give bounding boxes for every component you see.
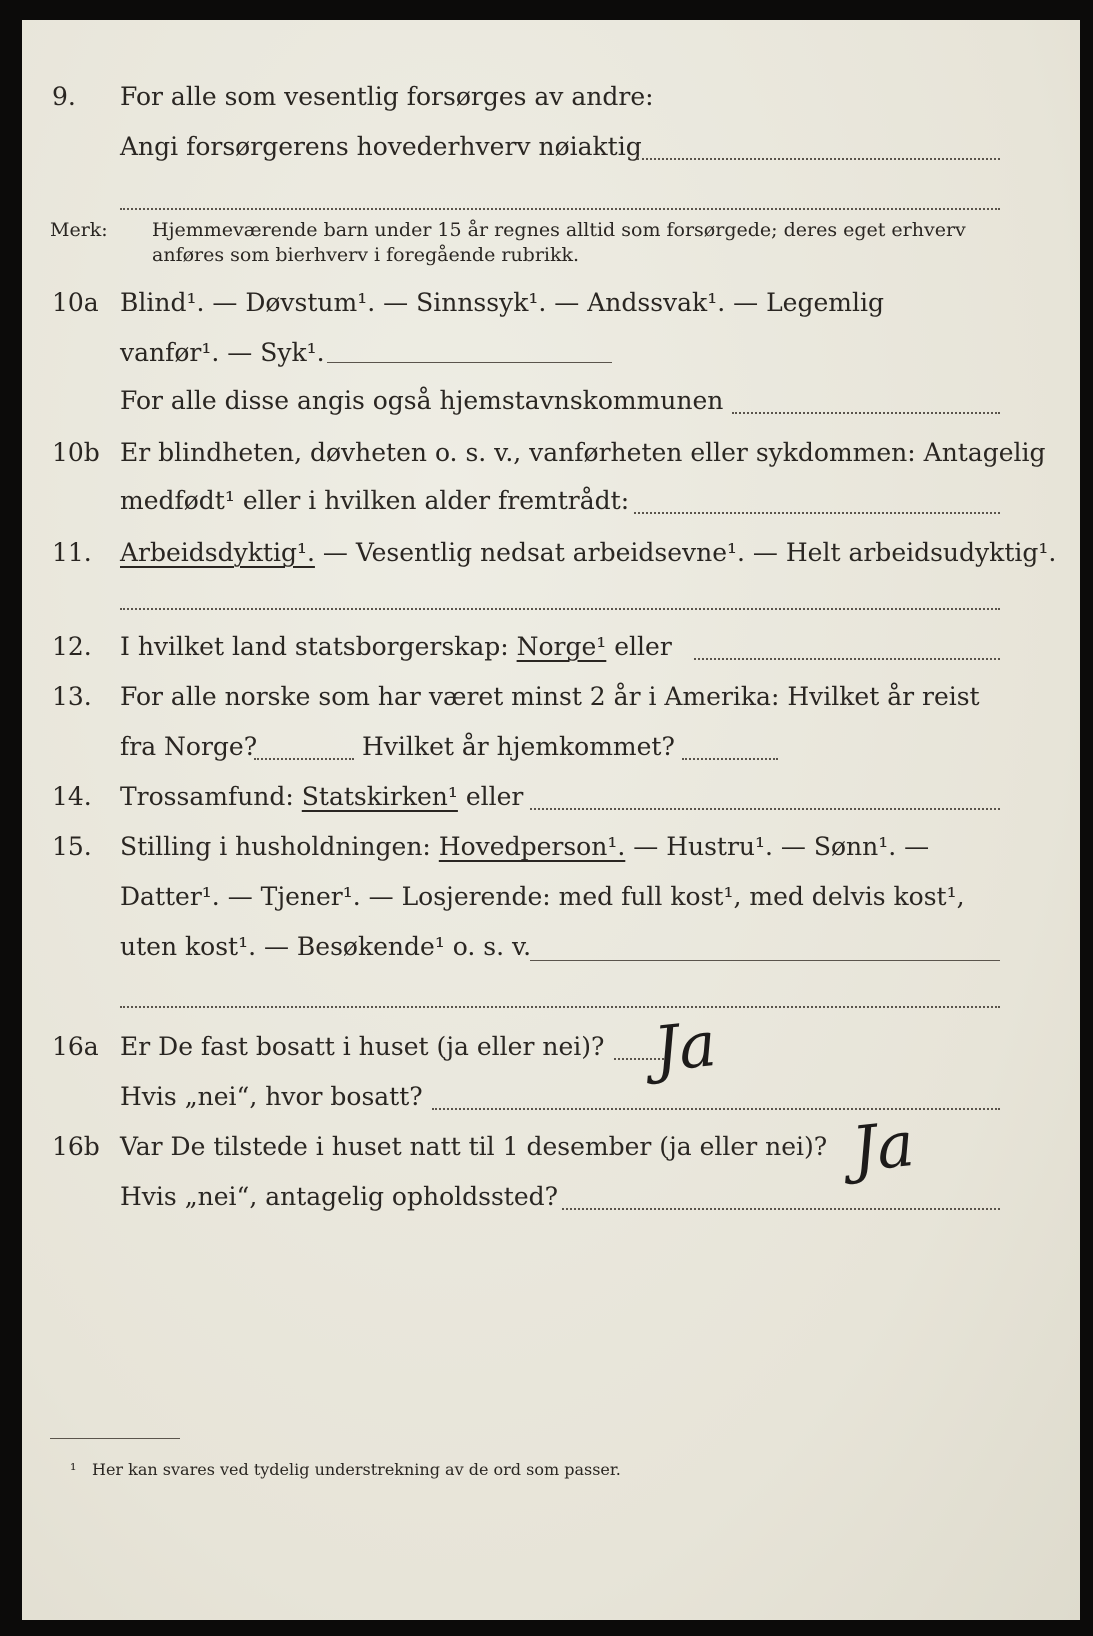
answer-line-12[interactable] bbox=[694, 658, 1000, 660]
question-text: Hvis „nei“, hvor bosatt? bbox=[120, 1082, 423, 1111]
answer-line-10b[interactable] bbox=[634, 512, 1000, 514]
question-text: vanfør¹. — Syk¹. bbox=[120, 338, 325, 367]
selected-option[interactable]: Hovedperson¹. bbox=[438, 832, 626, 861]
question-number: 15. bbox=[52, 832, 92, 861]
footnote-mark: ¹ bbox=[70, 1460, 77, 1479]
question-number: 10b bbox=[52, 438, 100, 467]
question-number: 16a bbox=[52, 1032, 99, 1061]
question-number: 11. bbox=[52, 538, 92, 567]
footnote-text: Her kan svares ved tydelig understrekning av de ord som passer. bbox=[92, 1460, 621, 1479]
question-number: 12. bbox=[52, 632, 92, 661]
question-text: For alle disse angis også hjemstavnskommunen bbox=[120, 386, 724, 415]
question-text: fra Norge? bbox=[120, 732, 258, 761]
note-label: Merk: bbox=[50, 219, 108, 241]
census-form-page bbox=[22, 20, 1080, 1620]
answer-line-14[interactable] bbox=[530, 808, 1000, 810]
answer-line-13-hjem[interactable] bbox=[682, 758, 778, 760]
note-text: anføres som bierhverv i foregående rubrikk. bbox=[152, 244, 580, 266]
answer-line-15-extra[interactable] bbox=[120, 1006, 1000, 1008]
footnote-rule bbox=[50, 1438, 180, 1439]
question-text: medfødt¹ eller i hvilken alder fremtrådt: bbox=[120, 486, 630, 515]
answer-line-11-extra[interactable] bbox=[120, 608, 1000, 610]
answer-line-9-extra[interactable] bbox=[120, 208, 1000, 210]
handwritten-answer-16a: Ja bbox=[650, 1006, 720, 1087]
question-number: 13. bbox=[52, 682, 92, 711]
question-text: I hvilket land statsborgerskap: Norge¹ eller bbox=[120, 632, 672, 661]
selected-option[interactable]: Arbeidsdyktig¹. bbox=[120, 538, 315, 567]
question-number: 10a bbox=[52, 288, 99, 317]
question-number: 14. bbox=[52, 782, 92, 811]
question-number: 16b bbox=[52, 1132, 100, 1161]
question-text: Var De tilstede i huset natt til 1 desember (ja eller nei)? bbox=[120, 1132, 828, 1161]
answer-line-15[interactable] bbox=[530, 960, 1000, 961]
answer-line-10a-home[interactable] bbox=[732, 412, 1000, 414]
note-text: Hjemmeværende barn under 15 år regnes alltid som forsørgede; deres eget erhverv bbox=[152, 219, 966, 241]
question-text: uten kost¹. — Besøkende¹ o. s. v. bbox=[120, 932, 532, 961]
question-text: For alle norske som har været minst 2 år i Amerika: Hvilket år reist bbox=[120, 682, 980, 711]
question-text: Hvilket år hjemkommet? bbox=[362, 732, 675, 761]
question-text: For alle som vesentlig forsørges av andre: bbox=[120, 82, 654, 111]
question-text: Trossamfund: Statskirken¹ eller bbox=[120, 782, 524, 811]
answer-line-13-reist[interactable] bbox=[254, 758, 354, 760]
answer-line-16b-where[interactable] bbox=[562, 1208, 1000, 1210]
answer-line-16a-where[interactable] bbox=[432, 1108, 1000, 1110]
handwritten-answer-16b: Ja bbox=[848, 1106, 918, 1187]
question-text: Er De fast bosatt i huset (ja eller nei)? bbox=[120, 1032, 605, 1061]
question-text: Blind¹. — Døvstum¹. — Sinnssyk¹. — Andssvak¹. — Legemlig bbox=[120, 288, 884, 317]
question-text: Stilling i husholdningen: Hovedperson¹. — Hustru¹. — Sønn¹. — bbox=[120, 832, 930, 861]
question-text: Angi forsørgerens hovederhverv nøiaktig bbox=[120, 132, 642, 161]
question-text: Er blindheten, døvheten o. s. v., vanførheten eller sykdommen: Antagelig bbox=[120, 438, 1046, 467]
selected-option[interactable]: Statskirken¹ bbox=[301, 782, 458, 811]
answer-line-9[interactable] bbox=[637, 158, 1000, 160]
selected-option[interactable]: Norge¹ bbox=[516, 632, 607, 661]
question-text: Datter¹. — Tjener¹. — Losjerende: med full kost¹, med delvis kost¹, bbox=[120, 882, 965, 911]
answer-line-10a[interactable] bbox=[327, 362, 612, 363]
question-text: Arbeidsdyktig¹. — Vesentlig nedsat arbeidsevne¹. — Helt arbeidsudyktig¹. bbox=[120, 538, 1057, 567]
question-number: 9. bbox=[52, 82, 76, 111]
question-text: Hvis „nei“, antagelig opholdssted? bbox=[120, 1182, 559, 1211]
